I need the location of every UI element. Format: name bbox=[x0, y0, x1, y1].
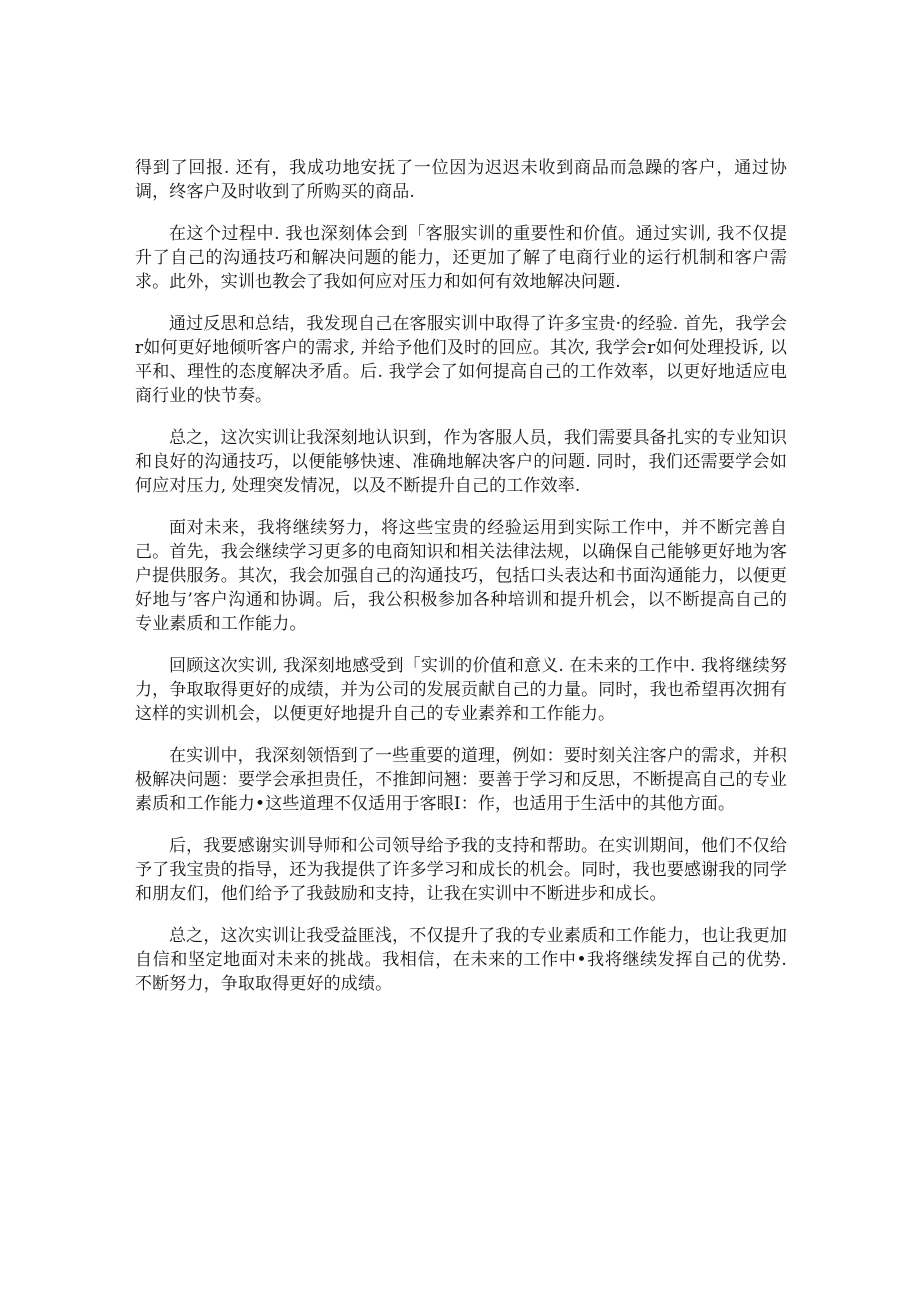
paragraph: 面对未来，我将继续努力，将这些宝贵的经验运用到实际工作中，并不断完善自己。首先，我会继续学习更多的电商知识和相关法律法规，以确保自己能够更好地为客户提供服务。其次，我会加强自己的沟通技巧，包括口头表达和书面沟通能力，以便更好地与’客户沟通和协调。后，我公积极参加各种培训和提升机会，以不断提高自己的专业素质和工作能力。 bbox=[135, 518, 787, 634]
paragraph: 后，我要感谢实训导师和公司领导给予我的支持和帮助。在实训期间，他们不仅给予了我宝贵的指导，还为我提供了许多学习和成长的机会。同时，我也要感谢我的同学和朋友们，他们给予了我鼓励和支持，让我在实训中不断进步和成长。 bbox=[135, 836, 787, 904]
document-body bbox=[135, 156, 787, 1014]
paragraph: 通过反思和总结，我发现自己在客服实训中取得了许多宝贵·的经验. 首先，我学会r如何更好地倾听客户的需求, 并给予他们及时的回应。其次, 我学会r如何处理投诉, 以平和、理性的态度解决矛盾。后. 我学会了如何提高自己的工作效率，以更好地适应电商行业的快节奏。 bbox=[135, 314, 787, 406]
paragraph: 回顾这次实训, 我深刻地感受到「实训的价值和意义. 在未来的工作中. 我将继续努力，争取取得更好的成绩，并为公司的发展贡献自己的力量。同时，我也希望再次拥有这样的实训机会，以便更好地提升自己的专业素养和工作能力。 bbox=[135, 656, 787, 724]
paragraph: 总之，这次实训让我深刻地认识到，作为客服人员，我们需要具备扎实的专业知识和良好的沟通技巧，以便能够快速、准确地解决客户的问题. 同时，我们还需要学会如何应对压力, 处理突发情况，以及不断提升自己的工作效率. bbox=[135, 428, 787, 496]
paragraph: 在这个过程中. 我也深刻体会到「客服实训的重要性和价值。通过实训, 我不仅提升了自己的沟通技巧和解决问题的能力，还更加了解了电商行业的运行机制和客户需求。此外，实训也教会了我如何应对压力和如何有效地解决问题. bbox=[135, 224, 787, 292]
paragraph-continuation: 得到了回报. 还有，我成功地安抚了一位因为迟迟未收到商品而急躁的客户，通过协调，终客户及时收到了所购买的商品. bbox=[135, 158, 787, 202]
paragraph: 在实训中，我深刻领悟到了一些重要的道理，例如：要时刻关注客户的需求，并积极解决问题：要学会承担贵任，不推卸问翘：要善于学习和反思，不断提高自己的专业素质和工作能力•这些道理不仅适用于客眼I：作，也适用于生活中的其他方面。 bbox=[135, 746, 787, 814]
paragraph: 总之，这次实训让我受益匪浅，不仅提升了我的专业素质和工作能力，也让我更加自信和坚定地面对未来的挑战。我相信，在未来的工作中•我将继续发挥自己的优势. 不断努力，争取取得更好的成绩。 bbox=[135, 926, 787, 994]
